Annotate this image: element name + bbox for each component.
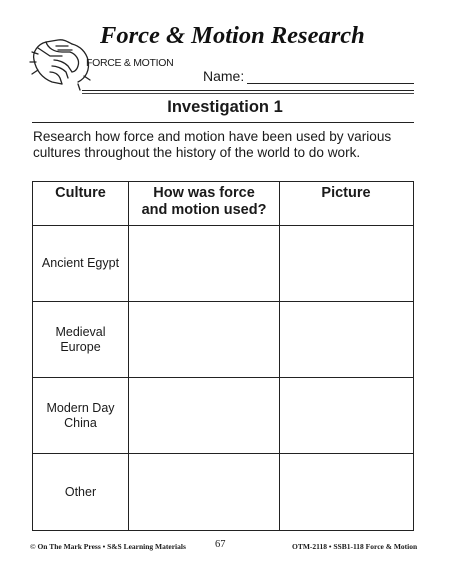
footer-copyright: © On The Mark Press • S&S Learning Materials [30, 542, 186, 551]
row-label-medieval-europe: Medieval Europe [55, 324, 106, 354]
name-field-line[interactable] [247, 83, 414, 84]
instructions-text: Research how force and motion have been used by various cultures throughout the history of the world to do work. [33, 129, 392, 160]
research-table [32, 181, 414, 531]
column-header-picture: Picture [321, 185, 371, 201]
answer-cell-modern-day-china-picture[interactable] [280, 378, 413, 453]
answer-cell-other-picture[interactable] [280, 454, 413, 530]
row-label-other: Other [64, 484, 97, 499]
column-header-culture: Culture [55, 185, 106, 201]
answer-cell-medieval-europe-picture[interactable] [280, 302, 413, 377]
hands-clasping-icon [28, 26, 94, 92]
answer-cell-modern-day-china-use[interactable] [129, 378, 279, 453]
row-label-modern-day-china: Modern Day China [46, 400, 115, 430]
investigation-heading: Investigation 1 [167, 98, 283, 116]
answer-cell-medieval-europe-use[interactable] [129, 302, 279, 377]
answer-cell-ancient-egypt-picture[interactable] [280, 226, 413, 301]
footer-code: OTM-2118 • SSB1-118 Force & Motion [292, 542, 418, 551]
answer-cell-ancient-egypt-use[interactable] [129, 226, 279, 301]
column-header-how-used: How was force and motion used? [141, 185, 267, 218]
row-label-ancient-egypt: Ancient Egypt [41, 256, 120, 270]
name-label: Name: [203, 68, 245, 84]
header-rule [82, 90, 414, 91]
page-title: Force & Motion Research [100, 22, 365, 49]
header-rule-thin [82, 93, 414, 94]
page-number: 67 [215, 539, 226, 550]
answer-cell-other-use[interactable] [129, 454, 279, 530]
unit-subtitle: FORCE & MOTION [86, 57, 174, 69]
heading-rule [32, 122, 414, 123]
